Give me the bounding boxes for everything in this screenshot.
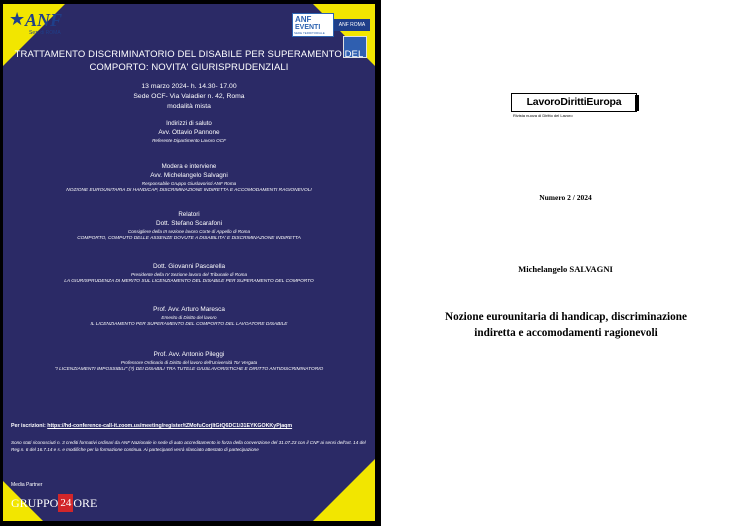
speaker-4-name: Prof. Avv. Antonio Pileggi	[153, 351, 225, 358]
greetings-heading: Indirizzi di saluto	[166, 120, 212, 127]
poster-title-line2: COMPORTO: NOVITA' GIURISPRUDENZIALI	[89, 62, 289, 73]
registration-line	[11, 422, 371, 430]
speaker-1-topic: COMPORTO, COMPUTO DELLE ASSENZE DOVUTE A DISABILITA' E DISCRIMINAZIONE INDIRETTA	[77, 236, 301, 241]
journal-logo	[511, 93, 639, 120]
gruppo24ore-logo	[11, 494, 97, 512]
speaker-4-affiliation: Professore Ordinario di Diritto del lavoro dell'Università Tor Vergata	[120, 360, 258, 365]
moderator-name: Avv. Michelangelo Salvagni	[150, 172, 228, 179]
eventi-logo-line1: ANF	[295, 15, 312, 24]
event-date: 13 marzo 2024- h. 14.30- 17.00	[141, 83, 237, 90]
speaker-2-affiliation: Presidente della IV Sezione lavoro del Tribunale di Roma	[130, 272, 248, 277]
speaker-3-name: Prof. Avv. Arturo Maresca	[153, 306, 225, 313]
anf-eventi-logo	[292, 13, 334, 37]
moderator-heading: Modera e interviene	[161, 163, 217, 170]
journal-logo-text: LavoroDirittiEuropa	[511, 93, 637, 112]
poster-panel	[3, 4, 375, 521]
moderator-affiliation: Responsabile Gruppo Giuslavoristi ANF Roma	[141, 181, 237, 186]
partner-logo-word2: ORE	[73, 496, 98, 510]
anf-logo-sub: Sez. di ROMA	[29, 30, 61, 36]
article-title	[421, 309, 711, 341]
article-author: Michelangelo SALVAGNI	[518, 264, 613, 274]
anf-logo	[9, 10, 79, 36]
eventi-logo-line2: EVENTI	[295, 24, 321, 31]
media-partner-label: Media Partner	[11, 482, 43, 488]
issue-number: Numero 2 / 2024	[539, 193, 592, 202]
speakers-heading: Relatori	[178, 211, 200, 218]
anf-logo-text: ANF	[25, 10, 63, 30]
speaker-3-affiliation: Emerito di Diritto del lavoro	[161, 315, 217, 320]
speaker-2-topic: LA GIURISPRUDENZA DI MERITO SUL LICENZIAMENTO DEL DISABILE PER SUPERAMENTO DEL COMPORTO	[64, 279, 314, 284]
event-mode: modalità mista	[167, 103, 211, 110]
speaker-1-name: Dott. Stefano Scarafoni	[155, 220, 223, 227]
journal-cover-page	[381, 0, 750, 526]
speaker-2-name: Dott. Giovanni Pascarella	[152, 263, 226, 270]
partner-logo-number: 24	[58, 494, 73, 512]
speaker-1-affiliation: Consigliere della III sezione lavoro Corte di Appello di Roma	[127, 229, 251, 234]
event-venue: Sede OCF- Via Valadier n. 42, Roma	[133, 93, 245, 100]
moderator-topic: NOZIONE EUROUNITARIA DI HANDICAP, DISCRIMINAZIONE INDIRETTA E ACCOMODAMENTI RAGIONEVOLI	[66, 188, 312, 193]
poster-title-line1: TRATTAMENTO DISCRIMINATORIO DEL DISABILE PER SUPERAMENTO DEL	[14, 49, 364, 60]
eventi-logo-line3: SEDE TERRITORIALE	[294, 31, 325, 35]
journal-logo-tagline: Rivista nuova di Diritto del Lavoro	[513, 113, 573, 118]
partner-logo-word1: GRUPPO	[11, 496, 59, 510]
speaker-4-topic: "I LICENZIAMENTI IMPOSSIBILI" (?) DEI DISABILI TRA TUTELE GIUSLAVORISTICHE E DIRITTO ANTIDISCRIMINATORIO	[54, 367, 324, 372]
corner-decoration-bottom-right	[313, 459, 375, 521]
article-title-line2: indiretta e accomodamenti ragionevoli	[474, 327, 658, 339]
registration-link[interactable]: https://hd-conference-call-it.zoom.us/meeting/register/tZMofuCorjItGtQ6DC1i31EYKGOKKyPjaqm	[47, 423, 293, 429]
credits-note: Sono stati riconosciuti n. 3 crediti formativi ordinari da ANF Nazionale in sede di auto accreditamento in forza della convenzione del 31.07.23 con il CNF ai sensi dell'art. 14 del Reg.n. 6 del 16.7.14 e s. e modifiche per la formazione continua. Ai partecipanti verrà rilasciato attestato di partecipazione	[11, 440, 366, 452]
greetings-affiliation: Referente Dipartimento Lavoro OCF	[152, 138, 226, 143]
star-icon: ★	[9, 9, 26, 29]
speaker-3-topic: IL LICENZIAMENTO PER SUPERAMENTO DEL COMPORTO DEL LAVOATORE DISABILE	[90, 322, 288, 327]
journal-logo-shadow	[635, 95, 639, 111]
article-title-line1: Nozione eurounitaria di handicap, discriminazione	[445, 311, 687, 323]
anf-roma-badge: ANF ROMA	[334, 19, 370, 31]
registration-label: Per iscrizioni:	[11, 423, 48, 429]
greetings-name: Avv. Ottavio Pannone	[158, 129, 220, 136]
